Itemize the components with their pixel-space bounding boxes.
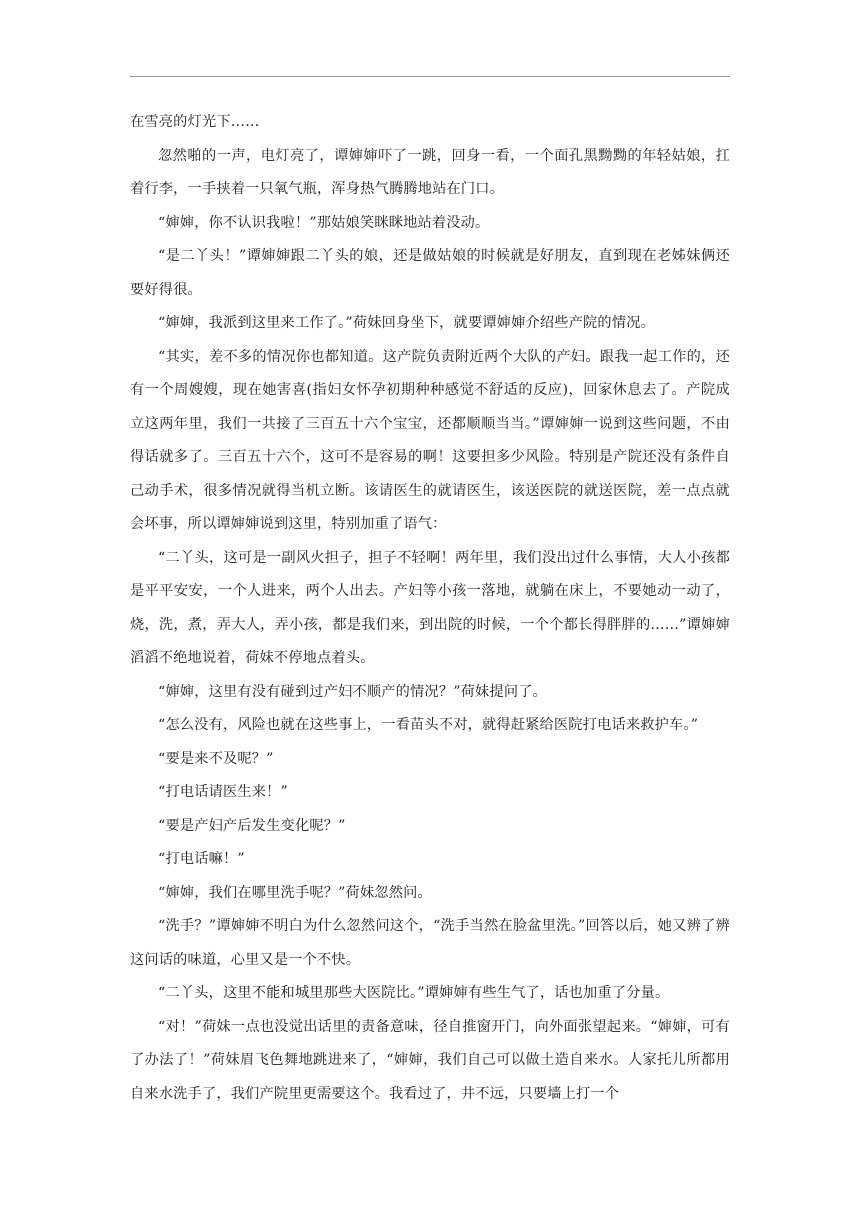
paragraph: “婶婶，我们在哪里洗手呢？”荷妹忽然问。	[158, 884, 432, 901]
paragraph: “怎么没有，风险也就在这些事上，一看苗头不对，就得赶紧给医院打电话来救护车。”	[158, 717, 699, 733]
text-body	[130, 106, 730, 1111]
paragraph: “二丫头，这里不能和城里那些大医院比。”谭婶婶有些生气了，话也加重了分量。	[158, 985, 670, 1001]
paragraph: “打电话请医生来！”	[158, 784, 289, 800]
paragraph: 忽然啪的一声，电灯亮了，谭婶婶吓了一跳，回身一看，一个面孔黑黝黝的年轻姑娘，扛着行李，一手挟着一只氧气瓶，浑身热气腾腾地站在门口。	[130, 147, 730, 197]
paragraph: “洗手？”谭婶婶不明白为什么忽然问这个，“洗手当然在脸盆里洗。”回答以后，她又辨了辨这问话的味道，心里又是一个不快。	[130, 918, 730, 968]
paragraph: “打电话嘛！”	[158, 851, 245, 867]
paragraph: “婶婶，你不认识我啦！”那姑娘笑眯眯地站着没动。	[158, 214, 490, 231]
paragraph: “婶婶，这里有没有碰到过产妇不顺产的情况？”荷妹提问了。	[158, 683, 547, 700]
paragraph: “二丫头，这可是一副风火担子，担子不轻啊！两年里，我们没出过什么事情，大人小孩都是平平安安，一个人进来，两个人出去。产妇等小孩一落地，就躺在床上，不要她动一动了，烧，洗，煮，弄大人，弄小孩，都是我们来，到出院的时候，一个个都长得胖胖的……”谭婶婶滔滔不绝地说着，荷妹不停地点着头。	[130, 549, 730, 666]
paragraph: “要是来不及呢？”	[158, 750, 274, 767]
paragraph: “要是产妇产后发生变化呢？”	[158, 817, 346, 834]
paragraph: “其实，差不多的情况你也都知道。这产院负责附近两个大队的产妇。跟我一起工作的，还有一个周嫂嫂，现在她害喜(指妇女怀孕初期种种感觉不舒适的反应)，回家休息去了。产院成立这两年里，我们一共接了三百五十六个宝宝，还都顺顺当当。”谭婶婶一说到这些问题，不由得话就多了。三百五十六个，这可不是容易的啊！这要担多少风险。特别是产院还没有条件自己动手术，很多情况就得当机立断。该请医生的就请医生，该送医院的就送医院，差一点点就会坏事，所以谭婶婶说到这里，特别加重了语气：	[130, 348, 730, 532]
paragraph: “对！”荷妹一点也没觉出话里的责备意味，径自推窗开门，向外面张望起来。“婶婶，可有了办法了！”荷妹眉飞色舞地跳进来了，“婶婶，我们自己可以做土造自来水。人家托儿所都用自来水洗手了，我们产院里更需要这个。我看过了，井不远，只要墙上打一个	[130, 1018, 730, 1102]
paragraph: “是二丫头！”谭婶婶跟二丫头的娘，还是做姑娘的时候就是好朋友，直到现在老姊妹俩还要好得很。	[130, 248, 730, 298]
paragraph: 在雪亮的灯光下……	[130, 114, 260, 130]
header-rule	[130, 76, 730, 77]
paragraph: “婶婶，我派到这里来工作了。”荷妹回身坐下，就要谭婶婶介绍些产院的情况。	[158, 315, 655, 331]
